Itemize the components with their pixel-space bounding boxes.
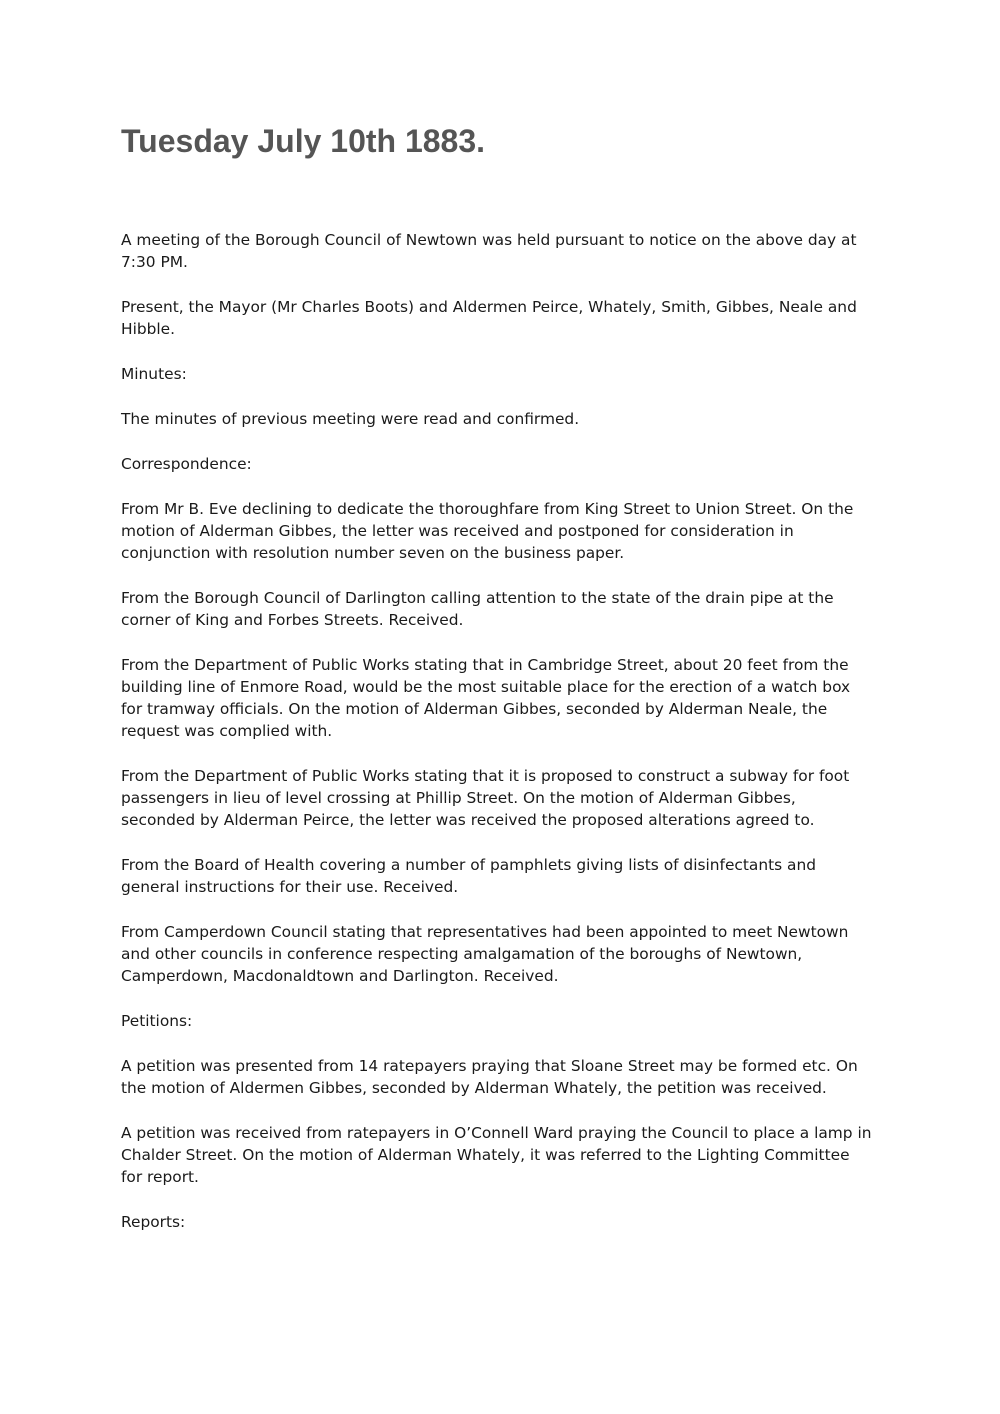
section-heading-correspondence: Correspondence:: [121, 455, 252, 473]
paragraph-correspondence-camperdown: From Camperdown Council stating that representatives had been appointed to meet Newtown and other councils in conference respecting amalgamation of the boroughs of Newtown, Camperdown, Macdonaldtown and Darlington. Received.: [121, 923, 849, 985]
paragraph-minutes: The minutes of previous meeting were read and confirmed.: [121, 410, 580, 428]
paragraph-correspondence-eve: From Mr B. Eve declining to dedicate the thoroughfare from King Street to Union Street. On the motion of Alderman Gibbes, the letter was received and postponed for consideration in conjunction with resolution number seven on the business paper.: [121, 500, 854, 562]
section-heading-reports: Reports:: [121, 1213, 186, 1231]
page-title: Tuesday July 10th 1883.: [121, 123, 486, 159]
section-heading-minutes: Minutes:: [121, 365, 187, 383]
paragraph-correspondence-public-works-watch-box: From the Department of Public Works stating that in Cambridge Street, about 20 feet from the building line of Enmore Road, would be the most suitable place for the erection of a watch box for tramway officials. On the motion of Alderman Gibbes, seconded by Alderman Neale, the request was complied with.: [121, 656, 851, 740]
paragraph-petition-chalder-street: A petition was received from ratepayers in O’Connell Ward praying the Council to place a lamp in Chalder Street. On the motion of Alderman Whately, it was referred to the Lighting Committee for report.: [121, 1124, 872, 1186]
section-heading-petitions: Petitions:: [121, 1012, 193, 1030]
paragraph-correspondence-darlington: From the Borough Council of Darlington calling attention to the state of the drain pipe at the corner of King and Forbes Streets. Received.: [121, 589, 834, 629]
paragraph-correspondence-board-of-health: From the Board of Health covering a number of pamphlets giving lists of disinfectants and general instructions for their use. Received.: [121, 856, 816, 896]
document-body: [121, 229, 881, 1256]
paragraph-petition-sloane-street: A petition was presented from 14 ratepayers praying that Sloane Street may be formed etc. On the motion of Aldermen Gibbes, seconded by Alderman Whately, the petition was received.: [121, 1057, 858, 1097]
paragraph-present: Present, the Mayor (Mr Charles Boots) and Aldermen Peirce, Whately, Smith, Gibbes, Neale and Hibble.: [121, 298, 857, 338]
paragraph-correspondence-public-works-subway: From the Department of Public Works stating that it is proposed to construct a subway for foot passengers in lieu of level crossing at Phillip Street. On the motion of Alderman Gibbes, seconded by Alderman Peirce, the letter was received the proposed alterations agreed to.: [121, 767, 850, 829]
paragraph-meeting-notice: A meeting of the Borough Council of Newtown was held pursuant to notice on the above day at 7:30 PM.: [121, 231, 857, 271]
